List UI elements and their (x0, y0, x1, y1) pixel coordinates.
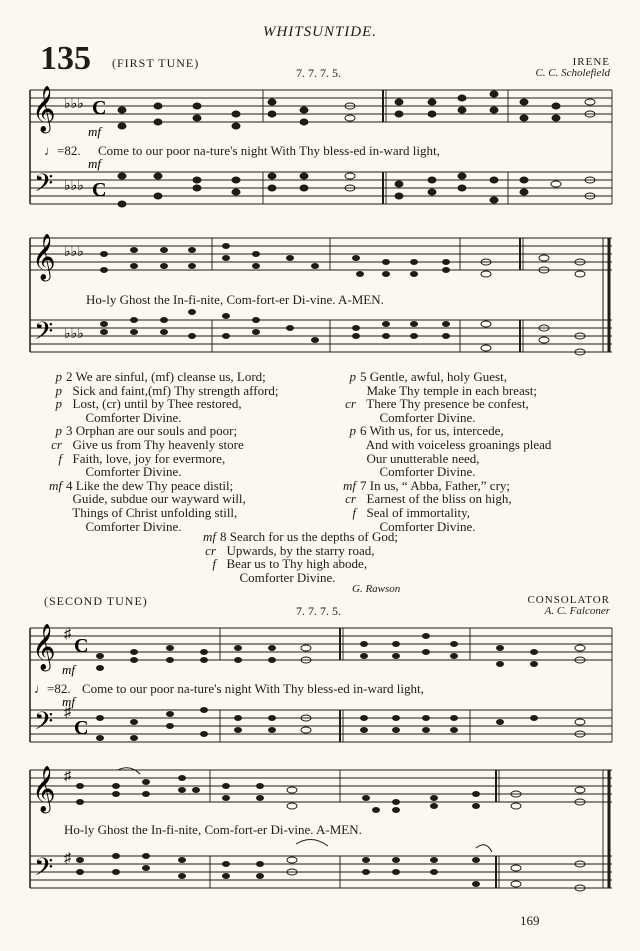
svg-text:♭♭♭: ♭♭♭ (64, 179, 84, 194)
verse-line (36, 506, 279, 520)
hymn-number: 135 (40, 40, 91, 77)
verse-line (190, 544, 398, 558)
dynamic-mark: p (349, 423, 356, 439)
dynamic-mark: p (55, 369, 62, 384)
svg-text:mf: mf (62, 694, 75, 709)
dynamic-mark: p (349, 369, 356, 384)
dynamic-mark: cr (345, 491, 356, 507)
dynamic-mark: cr (205, 542, 216, 558)
verse-text: Comforter Divine. (360, 518, 476, 534)
dynamic-mark: mf (49, 477, 62, 493)
first-tune-meter: 7. 7. 7. 5. (296, 66, 341, 80)
verse-text: Comforter Divine. (66, 409, 182, 425)
svg-text:𝄢: 𝄢 (34, 707, 54, 742)
dynamic-mf: mf (62, 662, 75, 677)
verse-text: 6 With us, for us, intercede, (360, 423, 504, 439)
second-tune-lyric-line-2: Ho-ly Ghost the In-fi-nite, Com-fort-er Di-vine. A-MEN. (64, 822, 362, 837)
first-tune-tempo: ♩=82. (44, 143, 81, 158)
verse-text: 3 Orphan are our souls and poor; (66, 423, 238, 439)
verse-text: 2 We are sinful, (mf) cleanse us, Lord; (66, 369, 266, 384)
verse-text: Lost, (cr) until by Thee restored, (66, 396, 242, 412)
verse-line (36, 438, 279, 452)
verse-line (330, 465, 551, 479)
hymn-author: G. Rawson (352, 583, 401, 595)
verse-line (36, 411, 279, 425)
svg-text:♭♭♭: ♭♭♭ (64, 245, 84, 260)
verse-line (330, 411, 551, 425)
verse-text: Comforter Divine. (66, 518, 182, 534)
dynamic-mark: cr (345, 396, 356, 412)
verse-line (330, 452, 551, 466)
verse-line (330, 506, 551, 520)
first-tune-lyric-line-2: Ho-ly Ghost the In-fi-nite, Com-fort-er Di-vine. A-MEN. (86, 292, 384, 307)
svg-text:𝄞: 𝄞 (32, 86, 56, 132)
svg-text:𝄞: 𝄞 (32, 234, 56, 280)
verse-text: Seal of immortality, (360, 504, 470, 520)
verse-text: There Thy presence be confest, (360, 396, 529, 412)
verse-line (36, 479, 279, 493)
dynamic-mark: mf (203, 529, 216, 544)
verse-text: 7 In us, “ Abba, Father,” cry; (360, 477, 511, 493)
verses-right (330, 370, 551, 533)
verse-line (190, 530, 398, 544)
verse-line (330, 479, 551, 493)
svg-text:♯: ♯ (64, 705, 71, 720)
second-tune-tempo: ♩=82. (34, 681, 71, 696)
verses-left (36, 370, 279, 533)
verse-text: Comforter Divine. (360, 409, 476, 425)
verse-text: Earnest of the bliss on high, (360, 491, 512, 507)
second-tune-lyric-line-1: Come to our poor na-ture's night With Thy bless-ed in-ward light, (82, 681, 424, 696)
first-tune-name: IRENE (572, 56, 610, 68)
verse-line (36, 384, 279, 398)
dynamic-mark: f (352, 504, 356, 520)
dynamic-mark: p (55, 423, 62, 439)
svg-text:♯: ♯ (64, 851, 71, 866)
verse-center (190, 530, 398, 584)
svg-text:♭♭♭: ♭♭♭ (64, 327, 84, 342)
verse-text: Comforter Divine. (220, 569, 336, 585)
verse-line (36, 370, 279, 384)
running-head: WHITSUNTIDE. (262, 24, 378, 40)
verse-text: Sick and faint,(mf) Thy strength afford; (66, 382, 279, 398)
svg-text:C: C (92, 97, 107, 119)
dynamic-mark: p (55, 396, 62, 412)
svg-text:♯: ♯ (64, 769, 71, 784)
svg-text:C: C (92, 179, 107, 201)
first-tune-composer: C. C. Scholefield (535, 67, 610, 79)
svg-text:♭♭♭: ♭♭♭ (64, 97, 84, 112)
verse-text: Comforter Divine. (66, 464, 182, 480)
verse-line (36, 492, 279, 506)
svg-text:𝄢: 𝄢 (34, 853, 54, 888)
verse-line (330, 438, 551, 452)
verse-text: Guide, subdue our wayward will, (66, 491, 246, 507)
dynamic-mark: mf (343, 477, 356, 493)
second-tune-system-2 (0, 760, 640, 920)
verse-line (330, 424, 551, 438)
verse-line (36, 397, 279, 411)
page-number: 169 (520, 913, 540, 928)
verse-line (36, 452, 279, 466)
svg-text:♯: ♯ (64, 627, 71, 642)
verse-text: Comforter Divine. (360, 464, 476, 480)
verse-line (330, 397, 551, 411)
verse-text: 4 Like the dew Thy peace distil; (66, 477, 234, 493)
dynamic-mark: p (55, 382, 62, 398)
verse-text: Faith, love, joy for evermore, (66, 450, 226, 466)
second-tune-label: (SECOND TUNE) (44, 594, 148, 608)
verse-text: 5 Gentle, awful, holy Guest, (360, 369, 507, 384)
second-tune-meter: 7. 7. 7. 5. (296, 604, 341, 618)
verse-line (330, 492, 551, 506)
verse-text: Things of Christ unfolding still, (66, 504, 238, 520)
dynamic-mark: f (212, 556, 216, 572)
svg-text:C: C (74, 717, 89, 739)
svg-text:𝄢: 𝄢 (34, 169, 54, 204)
verse-line (36, 424, 279, 438)
verse-text: Upwards, by the starry road, (220, 542, 375, 558)
first-tune-label: (FIRST TUNE) (112, 56, 200, 70)
svg-text:𝄢: 𝄢 (34, 317, 54, 352)
second-tune-name: CONSOLATOR (527, 594, 610, 606)
verse-text: Bear us to Thy high abode, (220, 556, 368, 572)
second-tune-composer: A. C. Falconer (544, 605, 610, 617)
svg-text:mf: mf (88, 156, 101, 171)
verse-text: 8 Search for us the depths of God; (220, 529, 398, 544)
verse-line (36, 465, 279, 479)
svg-text:C: C (74, 635, 89, 657)
verse-text: Our unutterable need, (360, 450, 480, 466)
verse-text: Give us from Thy heavenly store (66, 436, 244, 452)
verse-text: And with voiceless groanings plead (360, 436, 552, 452)
first-tune-lyric-line-1: Come to our poor na-ture's night With Thy bless-ed in-ward light, (98, 143, 440, 158)
verse-line (330, 370, 551, 384)
verse-line (330, 384, 551, 398)
dynamic-mark: cr (51, 436, 62, 452)
verse-text: Make Thy temple in each breast; (360, 382, 538, 398)
dynamic-mf: mf (88, 124, 101, 139)
verse-line (190, 557, 398, 571)
svg-text:𝄞: 𝄞 (32, 766, 56, 812)
dynamic-mark: f (58, 450, 62, 466)
svg-text:𝄞: 𝄞 (32, 624, 56, 670)
